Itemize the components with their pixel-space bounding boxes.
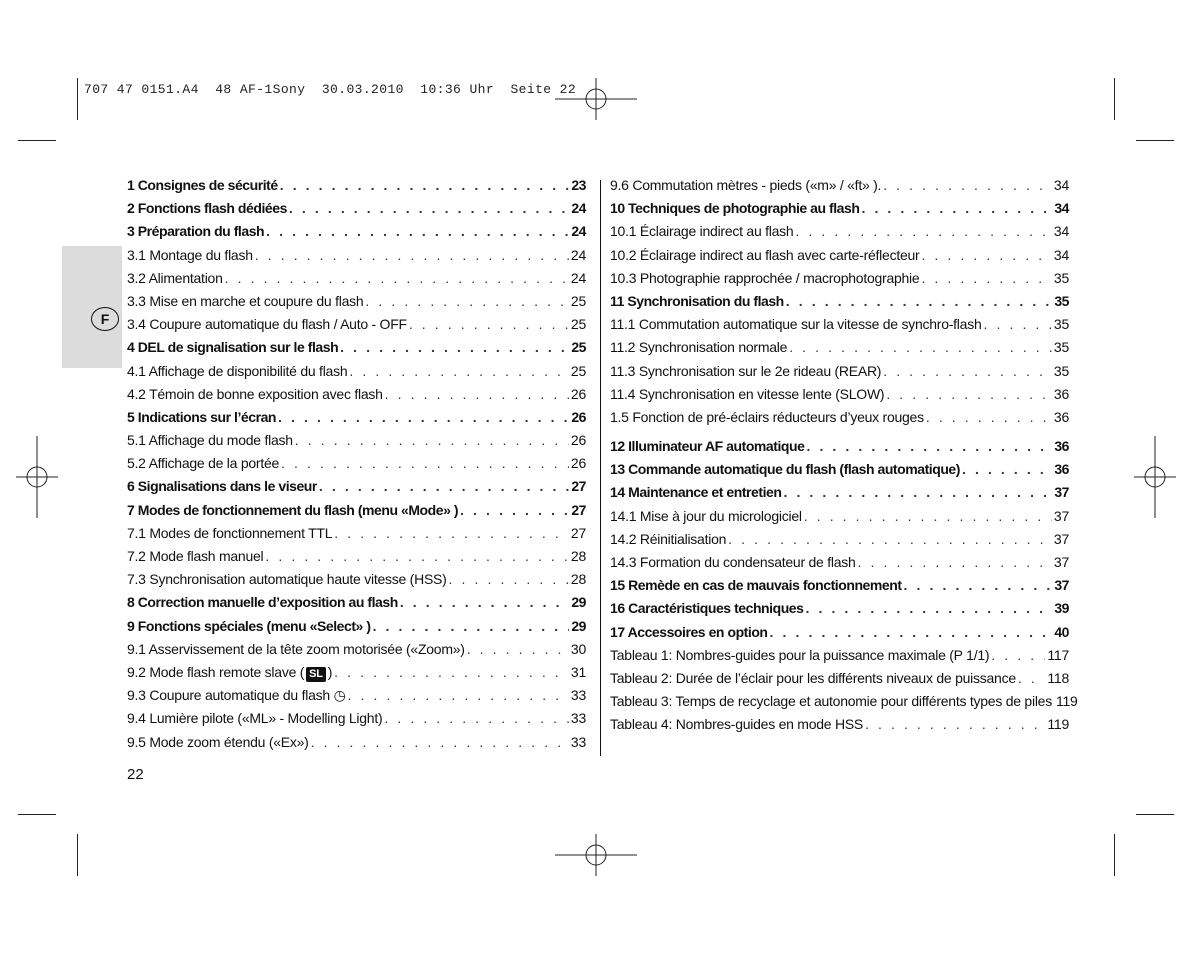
toc-entry-page: 24 bbox=[571, 200, 586, 217]
toc-entry-page: 25 bbox=[570, 292, 586, 309]
registration-mark-left bbox=[16, 436, 58, 518]
toc-entry-page: 39 bbox=[1054, 600, 1069, 617]
toc-entry-title bbox=[610, 363, 881, 379]
page-number: 22 bbox=[127, 766, 144, 783]
toc-entry-page: 37 bbox=[1053, 507, 1069, 524]
toc-entry-title bbox=[610, 647, 989, 663]
toc-entry-page: 33 bbox=[570, 710, 586, 727]
dot-leader bbox=[289, 200, 569, 216]
toc-entry-title-text: 5 Indications sur l’écran bbox=[127, 408, 277, 425]
toc-left-column bbox=[127, 177, 586, 757]
toc-entry bbox=[610, 484, 1069, 507]
toc-entry-title bbox=[127, 664, 332, 682]
dot-leader bbox=[883, 177, 1052, 193]
toc-entry-title-text: 3 Préparation du flash bbox=[127, 223, 265, 240]
toc-entry-title-text: 3.4 Coupure automatique du flash / Auto - OFF bbox=[127, 316, 407, 333]
toc-entry-page: 27 bbox=[571, 478, 586, 495]
toc-entry-page: 117 bbox=[1047, 646, 1069, 663]
toc-entry-title-text: 7.3 Synchronisation automatique haute vitesse (HSS) bbox=[127, 571, 447, 588]
toc-entry-title bbox=[127, 293, 363, 309]
toc-entry-title bbox=[127, 502, 458, 518]
toc-entry-title-text: 9.5 Mode zoom étendu («Ex») bbox=[127, 733, 309, 750]
toc-entry-title bbox=[610, 600, 803, 616]
toc-entry-title bbox=[610, 247, 919, 263]
crop-mark bbox=[77, 78, 78, 120]
toc-entry-title bbox=[127, 386, 383, 402]
toc-entry-page: 28 bbox=[570, 571, 586, 588]
toc-entry-page: 35 bbox=[1053, 269, 1069, 286]
toc-entry-title bbox=[610, 670, 1016, 686]
dot-leader bbox=[921, 270, 1051, 286]
toc-entry-title bbox=[610, 693, 1052, 709]
toc-entry bbox=[610, 716, 1069, 739]
toc-entry-title-text: 3.2 Alimentation bbox=[127, 269, 223, 286]
toc-entry-page: 36 bbox=[1053, 408, 1069, 425]
toc-entry bbox=[127, 594, 586, 617]
registration-mark-right bbox=[1134, 436, 1176, 518]
toc-entry-title-text: 7 Modes de fonctionnement du flash (menu «Mode» ) bbox=[127, 501, 459, 518]
dot-leader bbox=[984, 316, 1052, 332]
toc-entry bbox=[610, 438, 1069, 461]
toc-entry-title-text: 11.2 Synchronisation normale bbox=[610, 339, 788, 356]
dot-leader bbox=[926, 409, 1052, 425]
toc-entry-title bbox=[127, 525, 332, 541]
dot-leader bbox=[384, 710, 569, 726]
toc-entry bbox=[127, 502, 586, 525]
toc-entry-title-text: 8 Correction manuelle d’exposition au flash bbox=[127, 594, 398, 611]
dot-leader bbox=[334, 664, 569, 680]
crop-mark bbox=[77, 834, 78, 876]
toc-entry bbox=[127, 664, 586, 687]
sl-badge: SL bbox=[306, 667, 326, 682]
toc-entry-title-text: 10.1 Éclairage indirect au flash bbox=[610, 223, 794, 240]
toc-entry-title-text: 3.1 Montage du flash bbox=[127, 246, 253, 263]
toc-entry-title-text: 14.1 Mise à jour du micrologiciel bbox=[610, 507, 802, 524]
toc-entry-title bbox=[610, 339, 787, 355]
dot-leader bbox=[904, 577, 1053, 593]
dot-leader bbox=[789, 339, 1052, 355]
toc-entry-title bbox=[127, 594, 398, 610]
dot-leader bbox=[449, 571, 569, 587]
toc-entry-title-text: 11.3 Synchronisation sur le 2e rideau (REAR) bbox=[610, 362, 882, 379]
toc-entry-title bbox=[610, 386, 884, 402]
toc-entry-title bbox=[127, 455, 279, 471]
toc-entry-title bbox=[127, 200, 287, 216]
toc-entry-page: 26 bbox=[571, 408, 586, 425]
toc-entry-page: 34 bbox=[1053, 177, 1069, 193]
toc-entry bbox=[127, 432, 586, 455]
toc-entry-title-text: 3.3 Mise en marche et coupure du flash bbox=[127, 292, 364, 309]
toc-entry-title bbox=[610, 624, 768, 640]
toc-entry bbox=[610, 409, 1069, 432]
toc-entry-title bbox=[127, 177, 278, 193]
toc-entry-page: 36 bbox=[1053, 385, 1069, 402]
toc-entry bbox=[127, 618, 586, 641]
toc-entry-page: 34 bbox=[1054, 200, 1069, 217]
column-divider bbox=[600, 180, 601, 756]
dot-leader bbox=[962, 461, 1052, 477]
toc-entry-page: 35 bbox=[1053, 339, 1069, 356]
toc-entry-title bbox=[127, 363, 347, 379]
toc-entry-title bbox=[127, 571, 447, 587]
dot-leader bbox=[373, 618, 570, 634]
toc-entry bbox=[610, 386, 1069, 409]
toc-entry bbox=[127, 641, 586, 664]
toc-entry bbox=[127, 710, 586, 733]
toc-entry-title-text: 15 Remède en cas de mauvais fonctionnement bbox=[610, 577, 902, 594]
toc-entry bbox=[127, 687, 586, 710]
toc-entry-page: 37 bbox=[1054, 577, 1069, 594]
toc-entry-title bbox=[127, 223, 264, 239]
toc-entry-title-text: 4.2 Témoin de bonne exposition avec flash bbox=[127, 385, 383, 402]
toc-right-column bbox=[610, 177, 1078, 740]
toc-entry-title bbox=[127, 641, 465, 657]
toc-entry-title bbox=[127, 548, 263, 564]
toc-entry-title-text: 1 Consignes de sécurité bbox=[127, 177, 278, 193]
toc-entry-title-text: 5.1 Affichage du mode flash bbox=[127, 432, 293, 449]
toc-entry-title bbox=[610, 531, 726, 547]
toc-entry-title bbox=[610, 716, 863, 732]
crop-mark bbox=[18, 814, 56, 815]
toc-entry bbox=[610, 177, 1069, 200]
dot-leader bbox=[795, 223, 1051, 239]
toc-entry-title bbox=[610, 293, 784, 309]
crop-mark bbox=[1136, 814, 1174, 815]
toc-entry-title-text: 11.1 Commutation automatique sur la vitesse de synchro-flash bbox=[610, 316, 982, 333]
toc-entry-page: 25 bbox=[570, 362, 586, 379]
toc-entry bbox=[127, 409, 586, 432]
toc-entry bbox=[610, 577, 1069, 600]
dot-leader bbox=[861, 200, 1052, 216]
toc-entry bbox=[127, 339, 586, 362]
toc-entry-title-text: 2 Fonctions flash dédiées bbox=[127, 200, 287, 217]
dot-leader bbox=[278, 409, 569, 425]
toc-entry-title-text: Tableau 4: Nombres-guides en mode HSS bbox=[610, 716, 864, 733]
toc-entry-page: 29 bbox=[571, 617, 586, 634]
toc-entry-title-text: Tableau 2: Durée de l’éclair pour les différents niveaux de puissance bbox=[610, 669, 1016, 686]
toc-entry-title-text: 17 Accessoires en option bbox=[610, 623, 768, 640]
toc-entry bbox=[610, 363, 1069, 386]
toc-entry-title bbox=[127, 734, 309, 750]
language-tab bbox=[62, 246, 122, 368]
toc-entry-title bbox=[610, 554, 856, 570]
toc-entry bbox=[610, 600, 1069, 623]
dot-leader bbox=[467, 641, 569, 657]
dot-leader bbox=[886, 386, 1052, 402]
toc-entry-title-text: 11 Synchronisation du flash bbox=[610, 292, 784, 309]
toc-entry-page: 37 bbox=[1053, 554, 1069, 570]
toc-entry-page: 24 bbox=[570, 246, 586, 263]
toc-entry-title-text: Tableau 3: Temps de recyclage et autonomie pour différents types de piles bbox=[610, 693, 1052, 710]
toc-entry-page: 25 bbox=[570, 316, 586, 333]
toc-entry-page: 118 bbox=[1047, 669, 1069, 686]
print-header: 707 47 0151.A4 48 AF-1Sony 30.03.2010 10:36 Uhr Seite 22 bbox=[84, 82, 577, 97]
toc-entry-page: 29 bbox=[571, 594, 586, 611]
dot-leader bbox=[280, 177, 570, 193]
toc-entry bbox=[610, 647, 1069, 670]
toc-entry bbox=[127, 386, 586, 409]
toc-entry-title-text: 1.5 Fonction de pré-éclairs réducteurs d’yeux rouges bbox=[610, 408, 924, 425]
dot-leader bbox=[265, 548, 569, 564]
toc-entry-title-suffix: ) bbox=[327, 663, 333, 680]
dot-leader bbox=[770, 624, 1053, 640]
toc-entry bbox=[127, 200, 586, 223]
toc-entry-title bbox=[610, 438, 804, 454]
toc-entry bbox=[127, 548, 586, 571]
toc-entry-title-text: 7.1 Modes de fonctionnement TTL bbox=[127, 524, 333, 541]
toc-entry-title bbox=[127, 710, 382, 726]
toc-entry-title-text: Tableau 1: Nombres-guides pour la puissance maximale (P 1/1) bbox=[610, 646, 990, 663]
dot-leader bbox=[991, 647, 1045, 663]
toc-entry-title bbox=[610, 484, 781, 500]
toc-entry-title bbox=[127, 270, 223, 286]
toc-entry-title-text: 12 Illuminateur AF automatique bbox=[610, 438, 805, 455]
toc-entry bbox=[610, 293, 1069, 316]
toc-entry-title bbox=[127, 339, 338, 355]
dot-leader bbox=[348, 687, 569, 703]
toc-entry-page: 34 bbox=[1053, 246, 1069, 263]
toc-entry-title-text: 5.2 Affichage de la portée bbox=[127, 455, 280, 472]
toc-entry-title-text: 9 Fonctions spéciales (menu «Select» ) bbox=[127, 617, 371, 634]
toc-entry-title-text: 11.4 Synchronisation en vitesse lente (SLOW) bbox=[610, 385, 885, 402]
crop-mark bbox=[1136, 140, 1174, 141]
toc-entry-page: 27 bbox=[571, 501, 586, 518]
toc-entry-page: 33 bbox=[570, 733, 586, 750]
toc-entry-page: 37 bbox=[1054, 484, 1069, 501]
toc-entry-title bbox=[127, 247, 253, 263]
toc-entry bbox=[610, 693, 1078, 716]
toc-entry-page: 27 bbox=[570, 524, 586, 541]
toc-entry-title bbox=[127, 409, 276, 425]
toc-entry-page: 35 bbox=[1054, 292, 1069, 309]
toc-entry-title bbox=[610, 461, 960, 477]
dot-leader bbox=[365, 293, 569, 309]
dot-leader bbox=[255, 247, 569, 263]
toc-entry bbox=[127, 177, 586, 200]
dot-leader bbox=[786, 293, 1053, 309]
toc-entry bbox=[610, 670, 1069, 693]
toc-entry bbox=[127, 316, 586, 339]
toc-entry-title-text: 4.1 Affichage de disponibilité du flash bbox=[127, 362, 348, 379]
toc-entry-title bbox=[127, 478, 317, 494]
toc-entry bbox=[610, 316, 1069, 339]
toc-entry-page: 31 bbox=[570, 663, 586, 680]
crop-mark bbox=[18, 140, 56, 141]
dot-leader bbox=[805, 600, 1052, 616]
dot-leader bbox=[806, 438, 1052, 454]
toc-entry-title bbox=[127, 687, 346, 704]
language-tab-letter: F bbox=[91, 307, 119, 331]
toc-entry-page: 33 bbox=[570, 687, 586, 704]
toc-entry-title-text: 10.2 Éclairage indirect au flash avec carte-réflecteur bbox=[610, 246, 920, 263]
toc-entry-title-text: 14 Maintenance et entretien bbox=[610, 484, 782, 501]
toc-entry-title-text: 16 Caractéristiques techniques bbox=[610, 600, 804, 617]
toc-entry bbox=[610, 508, 1069, 531]
dot-leader bbox=[783, 484, 1052, 500]
toc-entry bbox=[127, 270, 586, 293]
toc-entry-title bbox=[610, 577, 902, 593]
toc-entry-title-text: 14.2 Réinitialisation bbox=[610, 530, 727, 547]
toc-entry bbox=[127, 363, 586, 386]
toc-entry-title bbox=[127, 316, 407, 332]
dot-leader bbox=[311, 734, 569, 750]
toc-entry bbox=[610, 223, 1069, 246]
toc-entry bbox=[610, 461, 1069, 484]
toc-entry-title bbox=[610, 223, 793, 239]
toc-entry-title bbox=[127, 618, 371, 634]
toc-entry bbox=[127, 247, 586, 270]
registration-mark-bottom bbox=[555, 834, 637, 876]
toc-entry bbox=[127, 223, 586, 246]
dot-leader bbox=[385, 386, 569, 402]
toc-entry-title-text: 6 Signalisations dans le viseur bbox=[127, 478, 317, 495]
dot-leader bbox=[349, 363, 569, 379]
toc-entry bbox=[610, 531, 1069, 554]
dot-leader bbox=[804, 508, 1052, 524]
dot-leader bbox=[728, 531, 1052, 547]
dot-leader bbox=[883, 363, 1052, 379]
crop-mark bbox=[1114, 834, 1115, 876]
toc-entry bbox=[127, 455, 586, 478]
dot-leader bbox=[409, 316, 569, 332]
dot-leader bbox=[1018, 670, 1046, 686]
toc-entry-page: 24 bbox=[570, 269, 586, 286]
toc-entry bbox=[610, 270, 1069, 293]
toc-entry-title bbox=[610, 177, 881, 193]
toc-entry bbox=[127, 734, 586, 757]
toc-entry-title-text: 9.6 Commutation mètres - pieds («m» / «ft» ). bbox=[610, 177, 882, 193]
dot-leader bbox=[319, 478, 569, 494]
toc-entry-title-text: 9.1 Asservissement de la tête zoom motorisée («Zoom») bbox=[127, 640, 465, 657]
dot-leader bbox=[858, 554, 1052, 570]
toc-entry-title bbox=[610, 316, 982, 332]
toc-entry-page: 35 bbox=[1053, 362, 1069, 379]
toc-entry-page: 26 bbox=[570, 432, 586, 449]
toc-entry-title-text: 9.4 Lumière pilote («ML» - Modelling Light) bbox=[127, 710, 383, 727]
dot-leader bbox=[281, 455, 569, 471]
dot-leader bbox=[266, 223, 569, 239]
registration-mark-top bbox=[555, 78, 637, 120]
toc-entry-page: 24 bbox=[571, 223, 586, 240]
toc-entry-page: 119 bbox=[1055, 693, 1078, 710]
toc-entry-page: 26 bbox=[570, 385, 586, 402]
toc-entry-title-text: 14.3 Formation du condensateur de flash bbox=[610, 554, 856, 570]
dot-leader bbox=[334, 525, 569, 541]
toc-entry-title bbox=[610, 270, 919, 286]
dot-leader bbox=[921, 247, 1051, 263]
toc-entry bbox=[127, 571, 586, 594]
toc-entry-title bbox=[610, 508, 802, 524]
dot-leader bbox=[225, 270, 569, 286]
toc-entry-title-text: 13 Commande automatique du flash (flash automatique) bbox=[610, 461, 960, 478]
toc-entry-page: 34 bbox=[1053, 223, 1069, 240]
toc-entry-title-text: 7.2 Mode flash manuel bbox=[127, 548, 264, 564]
toc-entry bbox=[610, 624, 1069, 647]
dot-leader bbox=[460, 502, 569, 518]
toc-entry bbox=[127, 525, 586, 548]
toc-entry-title bbox=[610, 200, 859, 216]
toc-entry-page: 30 bbox=[570, 640, 586, 657]
crop-mark bbox=[1114, 78, 1115, 120]
toc-entry bbox=[610, 554, 1069, 577]
toc-entry-title bbox=[610, 409, 924, 425]
toc-entry-page: 35 bbox=[1053, 316, 1069, 333]
dot-leader bbox=[295, 432, 569, 448]
toc-entry-title-text: 10 Techniques de photographie au flash bbox=[610, 200, 860, 217]
toc-entry-page: 26 bbox=[570, 455, 586, 472]
toc-entry bbox=[610, 247, 1069, 270]
toc-entry-title bbox=[127, 432, 293, 448]
toc-entry bbox=[127, 478, 586, 501]
toc-entry-title-text: 4 DEL de signalisation sur le flash bbox=[127, 339, 339, 356]
toc-entry-page: 37 bbox=[1053, 530, 1069, 547]
dot-leader bbox=[865, 716, 1045, 732]
toc-entry-title-text: 9.3 Coupure automatique du flash ◷ bbox=[127, 687, 346, 704]
dot-leader bbox=[340, 339, 569, 355]
toc-entry bbox=[610, 200, 1069, 223]
toc-entry-page: 119 bbox=[1047, 716, 1069, 733]
toc-entry bbox=[610, 339, 1069, 362]
toc-entry-page: 36 bbox=[1054, 438, 1069, 455]
dot-leader bbox=[400, 594, 569, 610]
toc-entry-page: 40 bbox=[1054, 623, 1069, 640]
toc-entry-title-text: 10.3 Photographie rapprochée / macrophotographie bbox=[610, 269, 920, 286]
toc-entry bbox=[127, 293, 586, 316]
toc-entry-page: 28 bbox=[570, 548, 586, 564]
toc-entry-page: 23 bbox=[571, 177, 586, 193]
toc-entry-page: 25 bbox=[571, 339, 586, 356]
toc-entry-page: 36 bbox=[1054, 461, 1069, 478]
toc-entry-title-text: 9.2 Mode flash remote slave ( bbox=[127, 663, 305, 680]
